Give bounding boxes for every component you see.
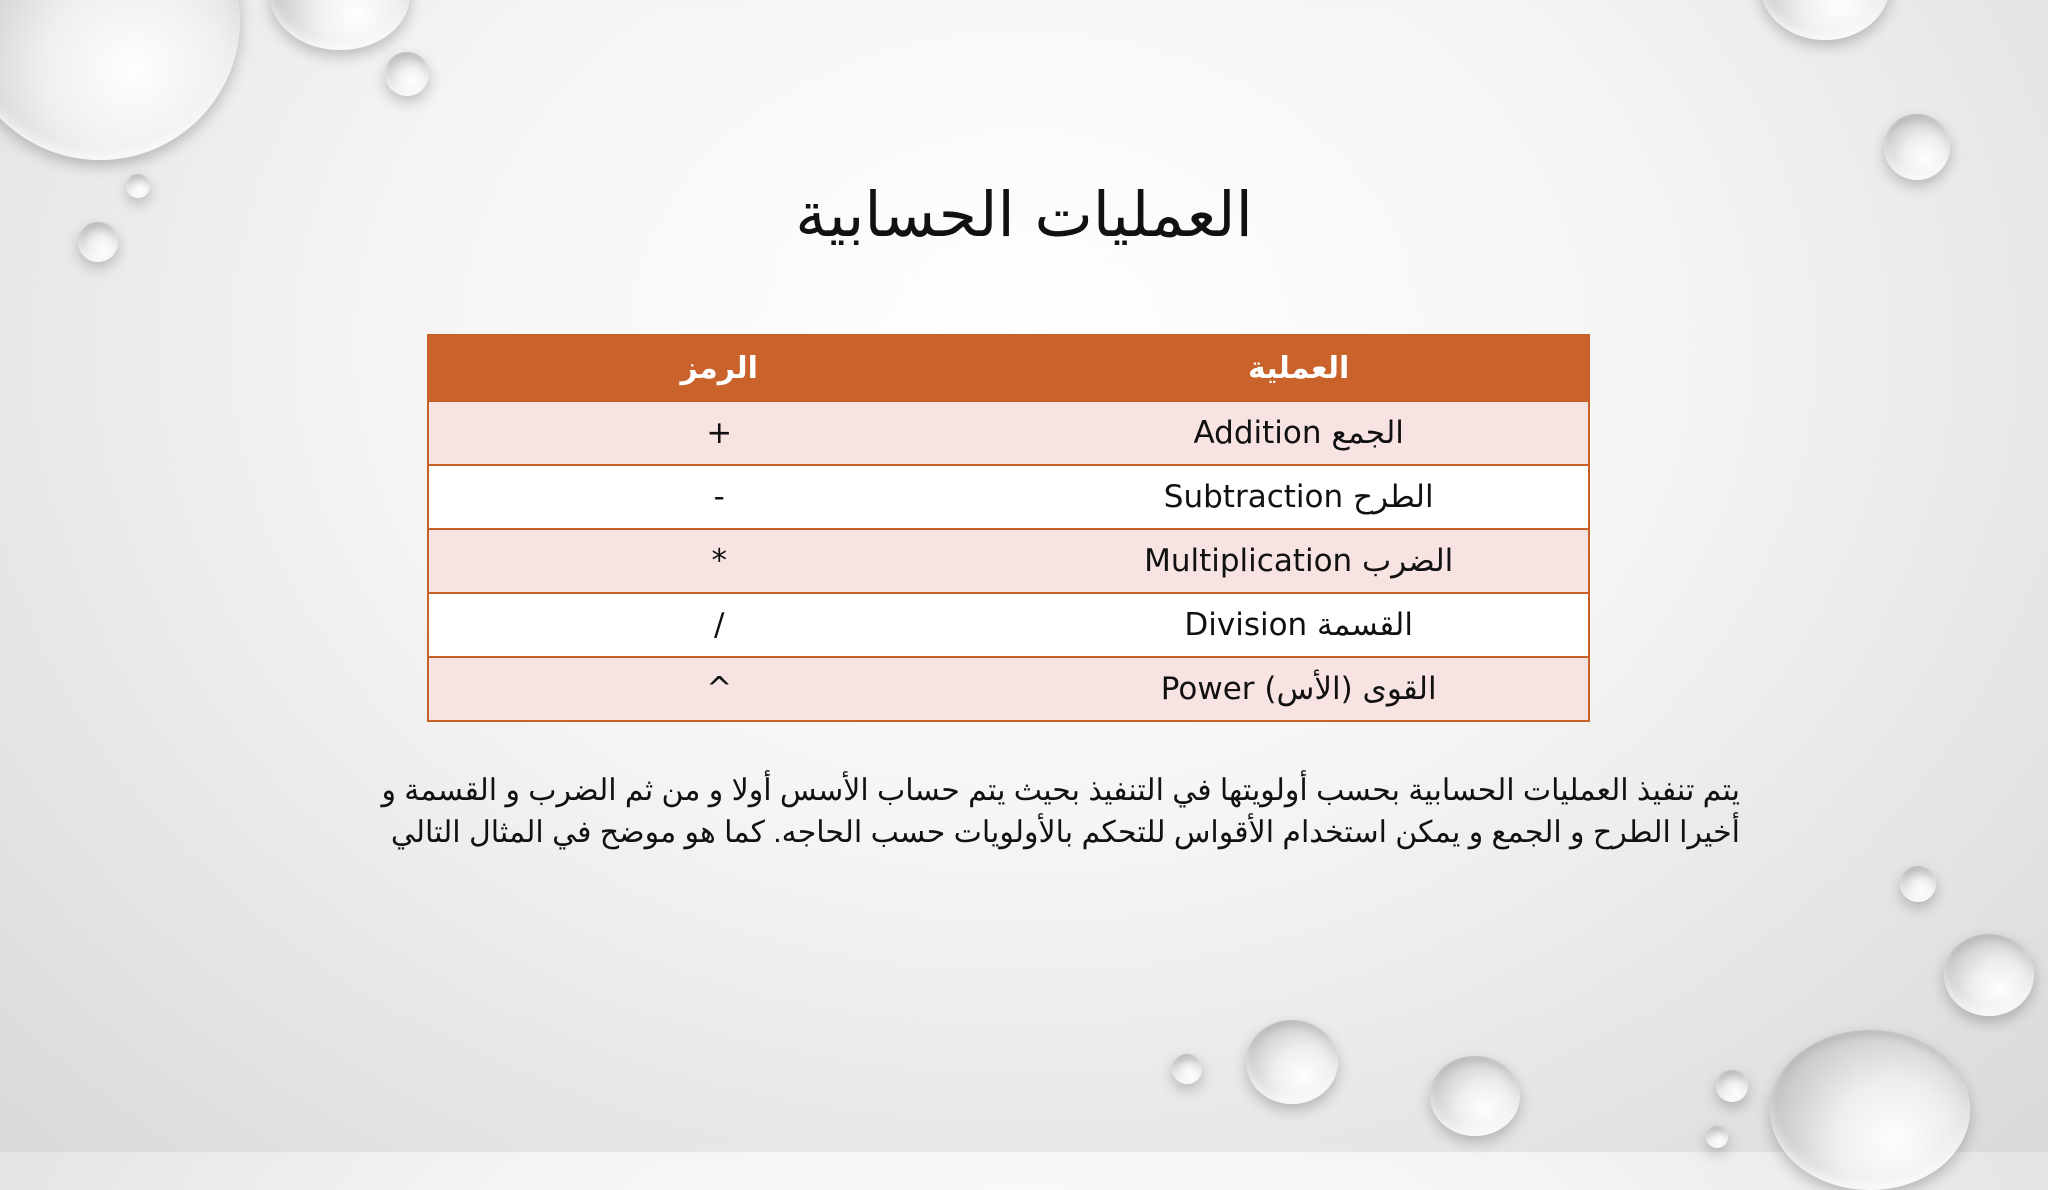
water-drop-decoration bbox=[385, 52, 429, 96]
operation-cell: الطرح Subtraction bbox=[1009, 465, 1589, 529]
table-row bbox=[428, 529, 1589, 593]
water-drop-decoration bbox=[1172, 1054, 1202, 1084]
symbol-cell: * bbox=[428, 529, 1009, 593]
water-drop-decoration bbox=[1706, 1126, 1728, 1148]
symbol-cell: + bbox=[428, 401, 1009, 465]
water-drop-decoration bbox=[1760, 0, 1890, 40]
symbol-cell: ^ bbox=[428, 657, 1009, 721]
slide-title: العمليات الحسابية bbox=[795, 178, 1253, 251]
water-drop-decoration bbox=[270, 0, 410, 50]
body-paragraph: يتم تنفيذ العمليات الحسابية بحسب أولويتها في التنفيذ بحيث يتم حساب الأسس أولا و من ثم الضرب و القسمة و أخيرا الطرح و الجمع و يمكن استخدام الأقواس للتحكم بالأولويات حسب الحاجه. كما هو موضح في المثال التالي bbox=[381, 774, 1740, 849]
header-operation: العملية bbox=[1009, 335, 1589, 401]
water-drop-decoration bbox=[1884, 114, 1950, 180]
table-row bbox=[428, 465, 1589, 529]
table-row bbox=[428, 593, 1589, 657]
water-drop-decoration bbox=[1900, 866, 1936, 902]
header-symbol: الرمز bbox=[428, 335, 1009, 401]
operation-cell: القوى (الأس) Power bbox=[1009, 657, 1589, 721]
operation-cell: الجمع Addition bbox=[1009, 401, 1589, 465]
water-drop-decoration bbox=[1716, 1070, 1748, 1102]
water-drop-decoration bbox=[1246, 1020, 1338, 1104]
symbol-cell: - bbox=[428, 465, 1009, 529]
water-drop-decoration bbox=[0, 0, 240, 160]
table-row bbox=[428, 401, 1589, 465]
table-row bbox=[428, 657, 1589, 721]
table-header-row bbox=[428, 335, 1589, 401]
symbol-cell: / bbox=[428, 593, 1009, 657]
operation-cell: الضرب Multiplication bbox=[1009, 529, 1589, 593]
operation-cell: القسمة Division bbox=[1009, 593, 1589, 657]
water-drop-decoration bbox=[1770, 1030, 1970, 1190]
water-drop-decoration bbox=[1944, 934, 2034, 1016]
water-drop-decoration bbox=[1430, 1056, 1520, 1136]
operations-table bbox=[427, 334, 1590, 722]
